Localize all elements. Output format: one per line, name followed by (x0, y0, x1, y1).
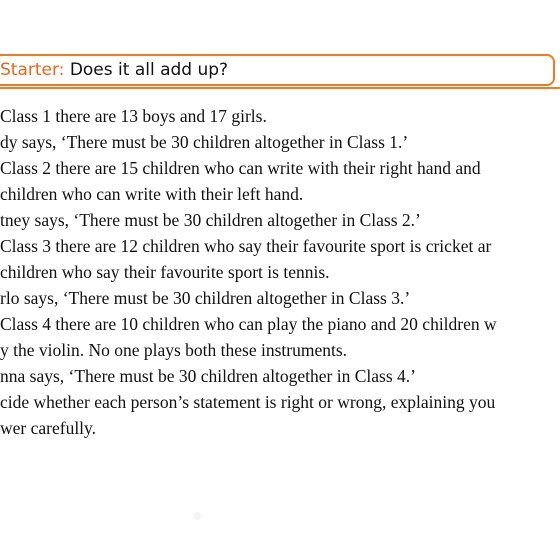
starter-body (0, 103, 560, 441)
class-2-claim: tney says, ‘There must be 30 children altogether in Class 2.’ (0, 210, 421, 230)
class-2-statement-line-2: children who can write with their left hand. (0, 184, 304, 204)
task-instruction-line-2: wer carefully. (0, 418, 97, 438)
class-4-claim: nna says, ‘There must be 30 children altogether in Class 4.’ (0, 366, 417, 386)
faint-dot (193, 512, 201, 520)
class-3-statement-line-1: Class 3 there are 12 children who say their favourite sport is cricket ar (0, 236, 492, 256)
title-question: Does it all add up? (69, 60, 229, 80)
class-3-statement-line-2: children who say their favourite sport is tennis. (0, 262, 330, 282)
title-label: Starter: (0, 60, 65, 80)
task-instruction-line-1: cide whether each person’s statement is right or wrong, explaining you (0, 392, 496, 412)
class-1-claim: dy says, ‘There must be 30 children altogether in Class 1.’ (0, 132, 409, 152)
class-2-statement-line-1: Class 2 there are 15 children who can write with their right hand and (0, 158, 481, 178)
class-1-statement: Class 1 there are 13 boys and 17 girls. (0, 106, 267, 126)
slide-title (0, 57, 228, 83)
title-underline (0, 87, 560, 89)
class-4-statement-line-2: y the violin. No one plays both these instruments. (0, 340, 348, 360)
class-4-statement-line-1: Class 4 there are 10 children who can play the piano and 20 children w (0, 314, 497, 334)
class-3-claim: rlo says, ‘There must be 30 children altogether in Class 3.’ (0, 288, 411, 308)
